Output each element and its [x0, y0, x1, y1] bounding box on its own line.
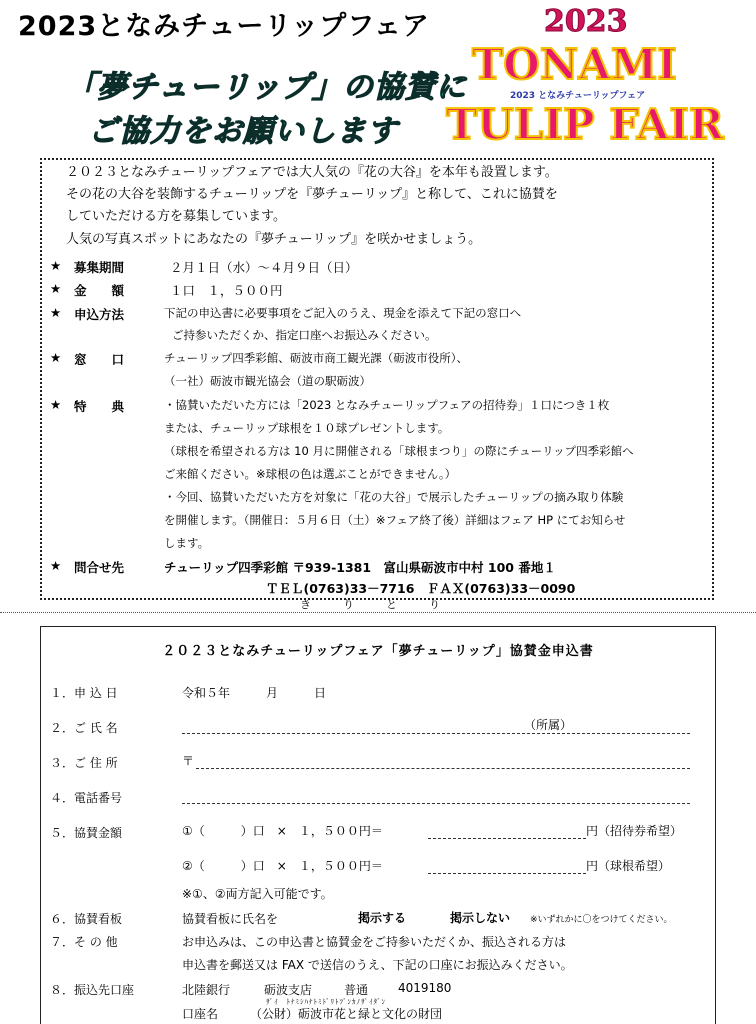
perk-line-5: ・今回、協賛いただいた方を対象に「花の大谷」で展示したチューリップの摘み取り体験	[164, 490, 624, 504]
contact-label: 問合せ先	[74, 560, 125, 575]
cut-label: きりとり	[300, 598, 472, 611]
holder-name: （公財）砺波市花と緑と文化の財団	[250, 1007, 443, 1021]
bank-account-number: 4019180	[398, 981, 452, 995]
amount-row-1-suffix: 円（招待券希望）	[586, 824, 683, 838]
slogan-line-2: ご協力をお願いします	[88, 114, 398, 149]
price-label: 金 額	[74, 283, 125, 298]
intro-line-2: その花の大谷を装飾するチューリップを『夢チューリップ』と称して、これに協賛を	[66, 187, 558, 202]
period-label: 募集期間	[74, 260, 125, 275]
star-icon: ★	[50, 281, 62, 296]
amount-total-2-field[interactable]	[428, 873, 586, 874]
phone-label: ４．電話番号	[50, 791, 123, 805]
intro-line-4: 人気の写真スポットにあなたの『夢チューリップ』を咲かせましょう。	[66, 232, 482, 247]
name-label: ２．ご 氏 名	[50, 721, 118, 735]
slogan-line-1: 「夢チューリップ」の協賛に	[66, 70, 467, 105]
board-option-no-display[interactable]: 掲示しない	[450, 911, 511, 925]
amount-row-2-suffix: 円（球根希望）	[586, 859, 671, 873]
cut-line	[0, 612, 756, 613]
contact-line-2: ＴＥＬ(0763)33－7716 ＦＡＸ(0763)33－0090	[266, 581, 576, 596]
logo-subtitle: 2023 となみチューリップフェア	[510, 91, 646, 101]
other-line-1: お申込みは、この申込書と協賛金をご持参いただくか、振込される方は	[182, 935, 567, 949]
star-icon: ★	[50, 305, 62, 320]
amount-row-2[interactable]: ②（ ）口 × １，５００円＝	[182, 859, 383, 873]
perk-line-4: ご来館ください。※球根の色は選ぶことができません。）	[164, 467, 457, 481]
board-text: 協賛看板に氏名を	[182, 912, 279, 926]
board-label: ６．協賛看板	[50, 912, 123, 926]
method-line-1: 下記の申込書に必要事項をご記入のうえ、現金を添えて下記の窓口へ	[164, 306, 522, 320]
perk-line-6: を開催します。（開催日：５月６日（土）※フェア終了後）詳細はフェア HP にてお知らせ	[164, 513, 626, 527]
perk-label: 特 典	[74, 399, 125, 414]
form-title: ２０２３となみチューリップフェア「夢チューリップ」協賛金申込書	[162, 644, 594, 659]
date-field[interactable]: 令和５年 月 日	[182, 686, 327, 700]
intro-line-3: していただける方を募集しています。	[66, 209, 286, 224]
bank-label: ８．振込先口座	[50, 983, 135, 997]
amount-note: ※①、②両方記入可能です。	[182, 887, 333, 901]
board-note: ※いずれかに〇をつけてください。	[530, 915, 673, 925]
method-label: 申込方法	[74, 307, 125, 322]
phone-field[interactable]	[182, 803, 690, 804]
name-field[interactable]	[182, 733, 690, 734]
address-label: ３．ご 住 所	[50, 756, 118, 770]
holder-ruby: ｻﾞｲ ﾄﾅﾐｼﾊﾅﾄﾐﾄﾞﾘﾄﾌﾞﾝｶﾉｻﾞｲﾀﾞﾝ	[266, 998, 386, 1006]
star-icon: ★	[50, 558, 62, 573]
window-line-1: チューリップ四季彩館、砺波市商工観光課（砺波市役所）、	[164, 351, 468, 365]
bank-branch: 砺波支店	[264, 983, 313, 997]
logo-year: 2023	[544, 4, 628, 39]
bank-name: 北陸銀行	[182, 983, 231, 997]
window-line-2: （一社）砺波市観光協会（道の駅砺波）	[164, 374, 371, 388]
name-affiliation-note: （所属）	[524, 718, 573, 732]
perk-line-2: または、チューリップ球根を１０球プレゼントします。	[164, 421, 450, 435]
perk-line-7: します。	[164, 536, 210, 550]
amount-label: ５．協賛金額	[50, 826, 123, 840]
address-field[interactable]	[196, 768, 690, 769]
bank-account-type: 普通	[344, 983, 369, 997]
period-value: ２月１日（水）～４月９日（日）	[170, 260, 358, 275]
star-icon: ★	[50, 350, 62, 365]
other-line-2: 申込書を郵送又は FAX で送信のうえ、下記の口座にお振込みください。	[182, 958, 573, 972]
amount-row-1[interactable]: ①（ ）口 × １，５００円＝	[182, 824, 383, 838]
contact-line-1: チューリップ四季彩館 〒939-1381 富山県砺波市中村 100 番地１	[164, 560, 556, 575]
amount-total-1-field[interactable]	[428, 838, 586, 839]
other-label: ７．そ の 他	[50, 935, 118, 949]
price-value: １口 １，５００円	[170, 283, 283, 298]
intro-line-1: ２０２３となみチューリップフェアでは大人気の『花の大谷』を本年も設置します。	[66, 165, 558, 180]
perk-line-1: ・協賛いただいた方には「2023 となみチューリップフェアの招待券」１口につき１枚	[164, 398, 610, 412]
star-icon: ★	[50, 397, 62, 412]
holder-label: 口座名	[182, 1007, 219, 1021]
perk-line-3: （球根を希望される方は 10 月に開催される「球根まつり」の際にチューリップ四季彩館へ	[164, 444, 634, 458]
postal-mark: 〒	[182, 754, 195, 768]
method-line-2: ご持参いただくか、指定口座へお振込みください。	[172, 328, 437, 342]
date-label: １．申 込 日	[50, 686, 118, 700]
star-icon: ★	[50, 258, 62, 273]
logo-word-tulip-fair: TULIP FAIR	[446, 100, 724, 149]
window-label: 窓 口	[74, 352, 125, 367]
tulip-fair-logo	[448, 4, 748, 154]
page-title: 2023となみチューリップフェア	[18, 11, 430, 42]
logo-word-tonami: TONAMI	[472, 40, 677, 89]
board-option-display[interactable]: 掲示する	[358, 911, 407, 925]
